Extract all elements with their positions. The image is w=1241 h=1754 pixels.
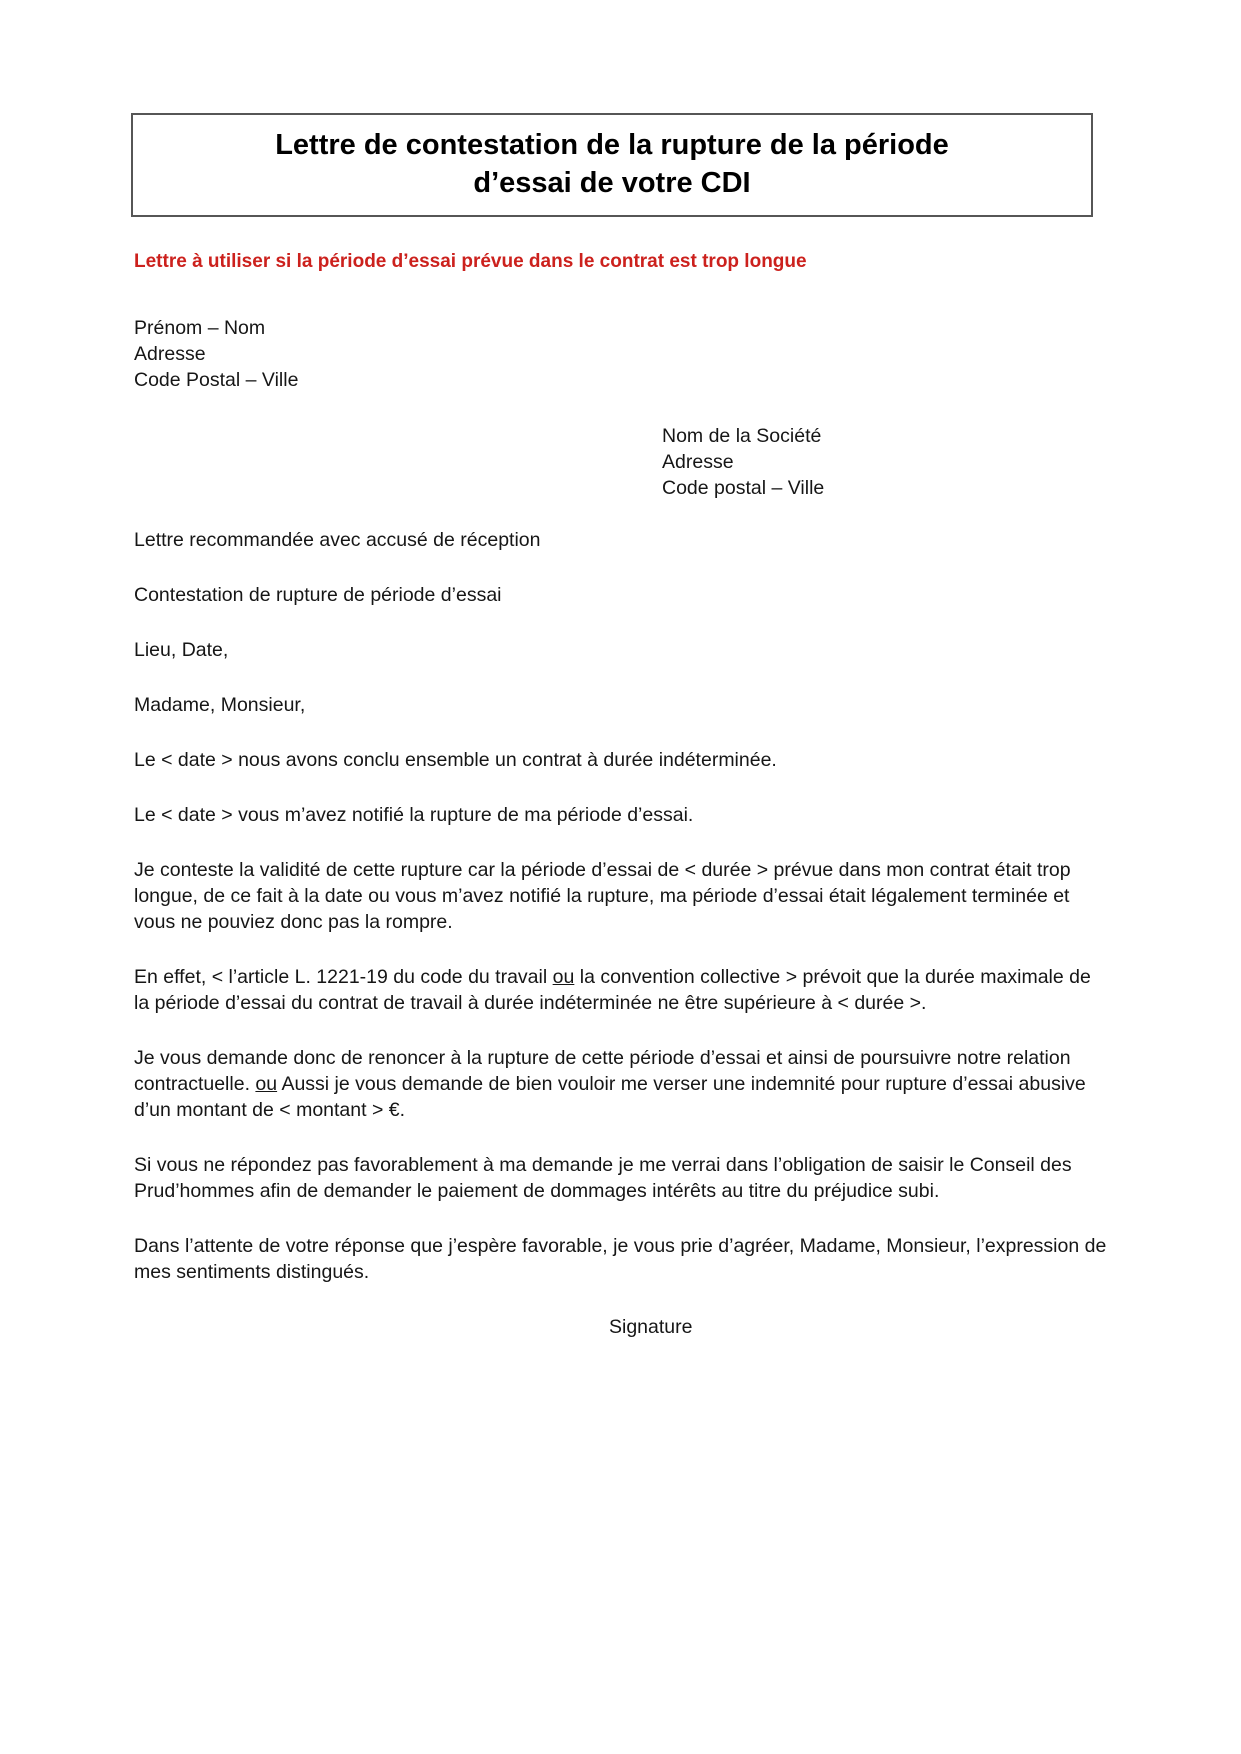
page-title-line-1: Lettre de contestation de la rupture de la période	[275, 129, 949, 161]
recipient-company: Nom de la Société	[662, 425, 822, 447]
paragraph-1: Lettre recommandée avec accusé de réception	[134, 529, 541, 551]
paragraph-8: En effet, < l’article L. 1221-19 du code du travail ou la convention collective > prévoit que la durée maximale de la période d’essai du contrat de travail à durée indéterminée ne être supérieure à < durée >.	[134, 966, 1091, 1014]
paragraph-4: Madame, Monsieur,	[134, 694, 306, 716]
paragraph-2: Contestation de rupture de période d’essai	[134, 584, 502, 606]
sender-block	[134, 315, 1107, 393]
paragraph-6: Le < date > vous m’avez notifié la rupture de ma période d’essai.	[134, 804, 694, 826]
letter-body	[134, 527, 1107, 1285]
paragraph-9: Je vous demande donc de renoncer à la rupture de cette période d’essai et ainsi de poursuivre notre relation contractuelle. ou Aussi je vous demande de bien vouloir me verser une indemnité pour rupture d’essai abusive d’un montant de < montant > €.	[134, 1047, 1086, 1121]
page-title-line-2: d’essai de votre CDI	[473, 167, 751, 199]
usage-note: Lettre à utiliser si la période d’essai prévue dans le contrat est trop longue	[134, 251, 807, 272]
sender-city: Code Postal – Ville	[134, 369, 299, 391]
recipient-address: Adresse	[662, 451, 734, 473]
recipient-city: Code postal – Ville	[662, 477, 825, 499]
recipient-block	[134, 423, 1107, 501]
paragraph-7: Je conteste la validité de cette rupture car la période d’essai de < durée > prévue dans mon contrat était trop longue, de ce fait à la date ou vous m’avez notifié la rupture, ma période d’essai était légalement terminée et vous ne pouviez donc pas la rompre.	[134, 859, 1071, 933]
title-box	[131, 113, 1093, 217]
sender-address: Adresse	[134, 343, 206, 365]
paragraph-5: Le < date > nous avons conclu ensemble un contrat à durée indéterminée.	[134, 749, 777, 771]
signature-label: Signature	[609, 1316, 693, 1338]
letter-content	[134, 113, 1107, 1340]
paragraph-10: Si vous ne répondez pas favorablement à ma demande je me verrai dans l’obligation de saisir le Conseil des Prud’hommes afin de demander le paiement de dommages intérêts au titre du préjudice subi.	[134, 1154, 1072, 1202]
paragraph-3: Lieu, Date,	[134, 639, 229, 661]
sender-name: Prénom – Nom	[134, 317, 266, 339]
paragraph-11: Dans l’attente de votre réponse que j’espère favorable, je vous prie d’agréer, Madame, Monsieur, l’expression de mes sentiments distingués.	[134, 1235, 1107, 1283]
